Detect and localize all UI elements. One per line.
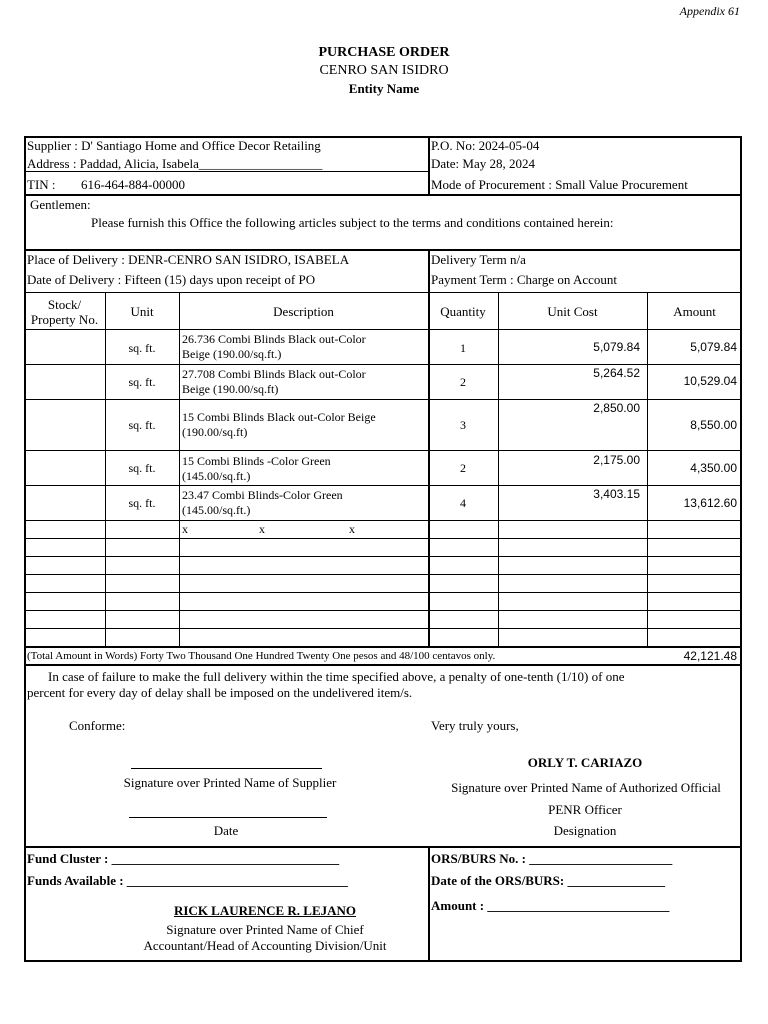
supplier-signature-line xyxy=(131,768,322,769)
official-name: ORLY T. CARIAZO xyxy=(527,755,643,770)
instruction-text: Please furnish this Office the following articles subject to the terms and conditions contained herein: xyxy=(91,215,614,230)
delivery-date: Date of Delivery : Fifteen (15) days upon receipt of PO xyxy=(27,272,316,287)
row-quantity: 4 xyxy=(460,496,466,510)
designation-caption: Designation xyxy=(553,823,617,838)
row-unit: sq. ft. xyxy=(128,418,156,432)
row-unit-cost: 3,403.15 xyxy=(593,487,640,501)
address-line: Address : Paddad, Alicia, Isabela___________________ xyxy=(27,156,323,171)
divider xyxy=(24,574,742,575)
penalty-text: percent for every day of delay shall be imposed on the undelivered item/s. xyxy=(27,685,413,700)
date-caption: Date xyxy=(213,823,239,838)
divider xyxy=(24,249,742,251)
po-date: Date: May 28, 2024 xyxy=(431,156,535,171)
row-description: Beige (190.00/sq.ft) xyxy=(182,382,279,396)
row-quantity: 2 xyxy=(460,461,466,475)
divider xyxy=(24,292,742,293)
tin-value: 616-464-884-00000 xyxy=(81,177,185,192)
row-description: (190.00/sq.ft) xyxy=(182,425,248,439)
divider xyxy=(24,485,742,486)
delivery-place: Place of Delivery : DENR-CENRO SAN ISIDRO, ISABELA xyxy=(27,252,350,267)
payment-term: Payment Term : Charge on Account xyxy=(431,272,617,287)
row-quantity: 2 xyxy=(460,375,466,389)
header-stock: Stock/ xyxy=(47,297,82,312)
conforme-label: Conforme: xyxy=(69,718,126,733)
divider xyxy=(24,628,742,629)
procurement-mode: Mode of Procurement : Small Value Procurement xyxy=(431,177,688,192)
accountant-caption: Signature over Printed Name of Chief xyxy=(166,922,364,937)
row-amount: 5,079.84 xyxy=(690,340,737,354)
ors-burs-date-field: Date of the ORS/BURS: _______________ xyxy=(431,873,665,888)
row-amount: 8,550.00 xyxy=(690,418,737,432)
row-description: 23.47 Combi Blinds-Color Green xyxy=(182,488,343,502)
row-unit: sq. ft. xyxy=(128,341,156,355)
divider xyxy=(24,846,742,848)
header-property-no: Property No. xyxy=(30,312,99,327)
divider xyxy=(24,364,742,365)
row-description: 15 Combi Blinds Black out-Color Beige xyxy=(182,410,376,424)
row-unit: sq. ft. xyxy=(128,461,156,475)
row-quantity: 1 xyxy=(460,341,466,355)
row-unit-cost: 2,850.00 xyxy=(593,401,640,415)
row-unit-cost: 5,264.52 xyxy=(593,366,640,380)
row-unit: sq. ft. xyxy=(128,496,156,510)
ors-burs-number-field: ORS/BURS No. : ______________________ xyxy=(431,851,673,866)
divider xyxy=(24,538,742,539)
divider xyxy=(24,664,742,666)
header-unit-cost: Unit Cost xyxy=(547,304,598,319)
appendix-label: Appendix 61 xyxy=(679,4,740,18)
total-amount: 42,121.48 xyxy=(683,649,737,663)
official-signature-caption: Signature over Printed Name of Authorized Official xyxy=(451,780,721,795)
total-in-words: (Total Amount in Words) Forty Two Thousand One Hundred Twenty One pesos and 48/100 centavos only. xyxy=(27,650,496,662)
x-mark: x xyxy=(349,522,355,536)
row-description: 15 Combi Blinds -Color Green xyxy=(182,454,331,468)
delivery-term: Delivery Term n/a xyxy=(431,252,526,267)
po-number: P.O. No: 2024-05-04 xyxy=(431,138,540,153)
divider xyxy=(24,194,742,196)
header-description: Description xyxy=(273,304,334,319)
tin-label: TIN : xyxy=(27,177,56,192)
row-amount: 10,529.04 xyxy=(683,374,737,388)
row-description: (145.00/sq.ft.) xyxy=(182,503,251,517)
funds-available-field: Funds Available : __________________________________ xyxy=(27,873,348,888)
official-designation: PENR Officer xyxy=(548,802,622,817)
divider xyxy=(428,136,430,194)
row-unit: sq. ft. xyxy=(128,375,156,389)
divider xyxy=(179,292,180,646)
date-line xyxy=(129,817,327,818)
divider xyxy=(24,171,428,172)
divider xyxy=(24,329,742,330)
divider xyxy=(24,399,742,400)
row-unit-cost: 2,175.00 xyxy=(593,453,640,467)
row-unit-cost: 5,079.84 xyxy=(593,340,640,354)
divider xyxy=(24,592,742,593)
header-amount: Amount xyxy=(673,304,716,319)
header-quantity: Quantity xyxy=(440,304,486,319)
row-description: (145.00/sq.ft.) xyxy=(182,469,251,483)
entity-name: Entity Name xyxy=(348,81,420,96)
fund-cluster-field: Fund Cluster : ___________________________________ xyxy=(27,851,340,866)
penalty-text: In case of failure to make the full delivery within the time specified above, a penalty of one-tenth (1/10) of one xyxy=(48,669,625,684)
header-unit: Unit xyxy=(130,304,154,319)
accountant-caption: Accountant/Head of Accounting Division/Unit xyxy=(143,938,387,953)
divider xyxy=(24,646,742,648)
x-mark: x xyxy=(259,522,265,536)
row-description: Beige (190.00/sq.ft.) xyxy=(182,347,282,361)
office-name: CENRO SAN ISIDRO xyxy=(319,63,449,78)
row-amount: 13,612.60 xyxy=(683,496,737,510)
divider xyxy=(24,520,742,521)
x-mark: x xyxy=(182,522,188,536)
supplier-signature-caption: Signature over Printed Name of Supplier xyxy=(123,775,337,790)
closing-label: Very truly yours, xyxy=(431,718,519,733)
divider xyxy=(428,846,430,962)
row-amount: 4,350.00 xyxy=(690,461,737,475)
divider xyxy=(24,556,742,557)
row-description: 27.708 Combi Blinds Black out-Color xyxy=(182,367,366,381)
supplier-line: Supplier : D' Santiago Home and Office Decor Retailing xyxy=(27,138,321,153)
document-title: PURCHASE ORDER xyxy=(318,45,450,60)
row-description: 26.736 Combi Blinds Black out-Color xyxy=(182,332,366,346)
ors-amount-field: Amount : ____________________________ xyxy=(431,898,670,913)
salutation: Gentlemen: xyxy=(30,197,91,212)
accountant-name: RICK LAURENCE R. LEJANO xyxy=(173,903,357,918)
divider xyxy=(24,450,742,451)
row-quantity: 3 xyxy=(460,418,466,432)
divider xyxy=(24,610,742,611)
